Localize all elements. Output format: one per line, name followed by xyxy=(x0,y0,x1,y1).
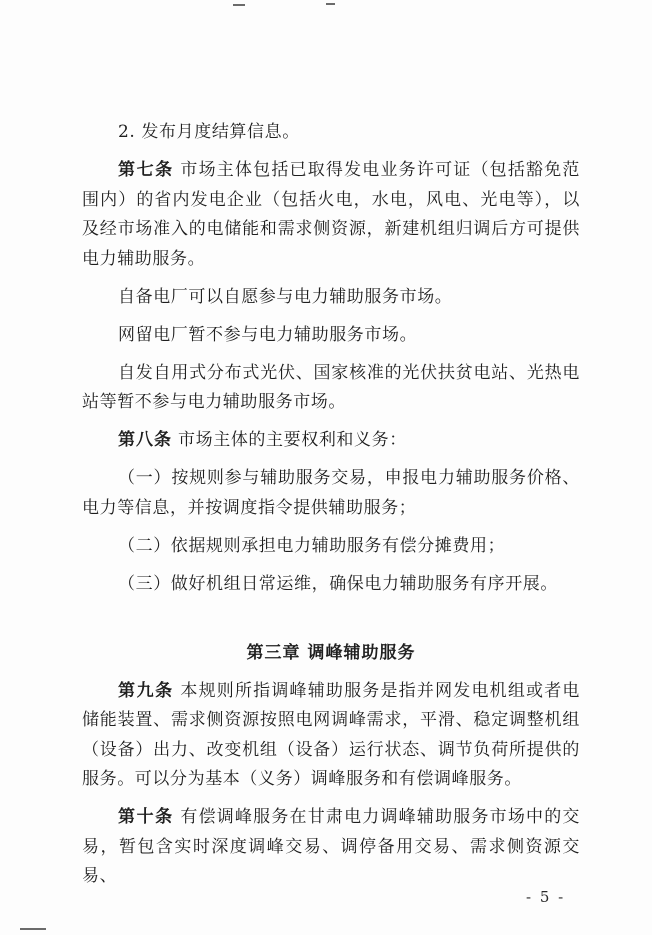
list-item xyxy=(82,464,580,523)
paragraph xyxy=(82,118,580,148)
paragraph-text: 市场主体的主要权利和义务： xyxy=(178,430,407,450)
paragraph-text: 自备电厂可以自愿参与电力辅助服务市场。 xyxy=(118,286,453,307)
article-paragraph xyxy=(82,426,580,456)
paragraph-text: 市场主体包括已取得发电业务许可证（包括豁免范围内）的省内发电企业（包括火电，水电，风电、光电等），以及经市场准入的电储能和需求侧资源，新建机组归调后方可提供电力辅助服务。 xyxy=(82,160,581,269)
article-number: 第九条 xyxy=(118,680,174,701)
article-paragraph xyxy=(82,803,580,892)
paragraph-text: 网留电厂暂不参与电力辅助服务市场。 xyxy=(118,324,418,345)
paragraph-text: 2. 发布月度结算信息。 xyxy=(118,122,300,142)
article-number: 第七条 xyxy=(118,160,174,180)
list-item xyxy=(82,570,580,600)
scan-artifact-mark xyxy=(233,4,245,6)
scan-artifact-mark xyxy=(326,3,335,5)
paragraph-text: 自发自用式分布式光伏、国家核准的光伏扶贫电站、光热电站等暂不参与电力辅助服务市场。 xyxy=(82,362,580,412)
article-number: 第十条 xyxy=(118,807,174,827)
page-number: - 5 - xyxy=(526,888,566,906)
paragraph-text: 本规则所指调峰辅助服务是指并网发电机组或者电储能装置、需求侧资源按照电网调峰需求，平滑、稳定调整机组（设备）出力、改变机组（设备）运行状态、调节负荷所提供的服务。可以分为基本（义务）调峰服务和有偿调峰服务。 xyxy=(82,680,581,789)
paragraph xyxy=(82,283,580,313)
paragraph-text: （二）依据规则承担电力辅助服务有偿分摊费用； xyxy=(118,535,506,556)
paragraph xyxy=(82,359,580,418)
chapter-heading: 第三章 调峰辅助服务 xyxy=(246,643,416,663)
list-item xyxy=(82,532,580,562)
article-number: 第八条 xyxy=(118,430,172,450)
paragraph xyxy=(82,321,580,351)
article-paragraph xyxy=(82,677,580,795)
paragraph-text: 有偿调峰服务在甘肃电力调峰辅助服务市场中的交易，暂包含实时深度调峰交易、调停备用交易、需求侧资源交易、 xyxy=(82,807,581,886)
paragraph-text: （一）按规则参与辅助服务交易，申报电力辅助服务价格、电力等信息，并按调度指令提供辅助服务； xyxy=(82,468,580,518)
article-paragraph xyxy=(82,156,580,274)
paragraph-text: （三）做好机组日常运维，确保电力辅助服务有序开展。 xyxy=(118,573,558,594)
document-body xyxy=(82,118,580,900)
scan-artifact-mark xyxy=(20,928,46,930)
